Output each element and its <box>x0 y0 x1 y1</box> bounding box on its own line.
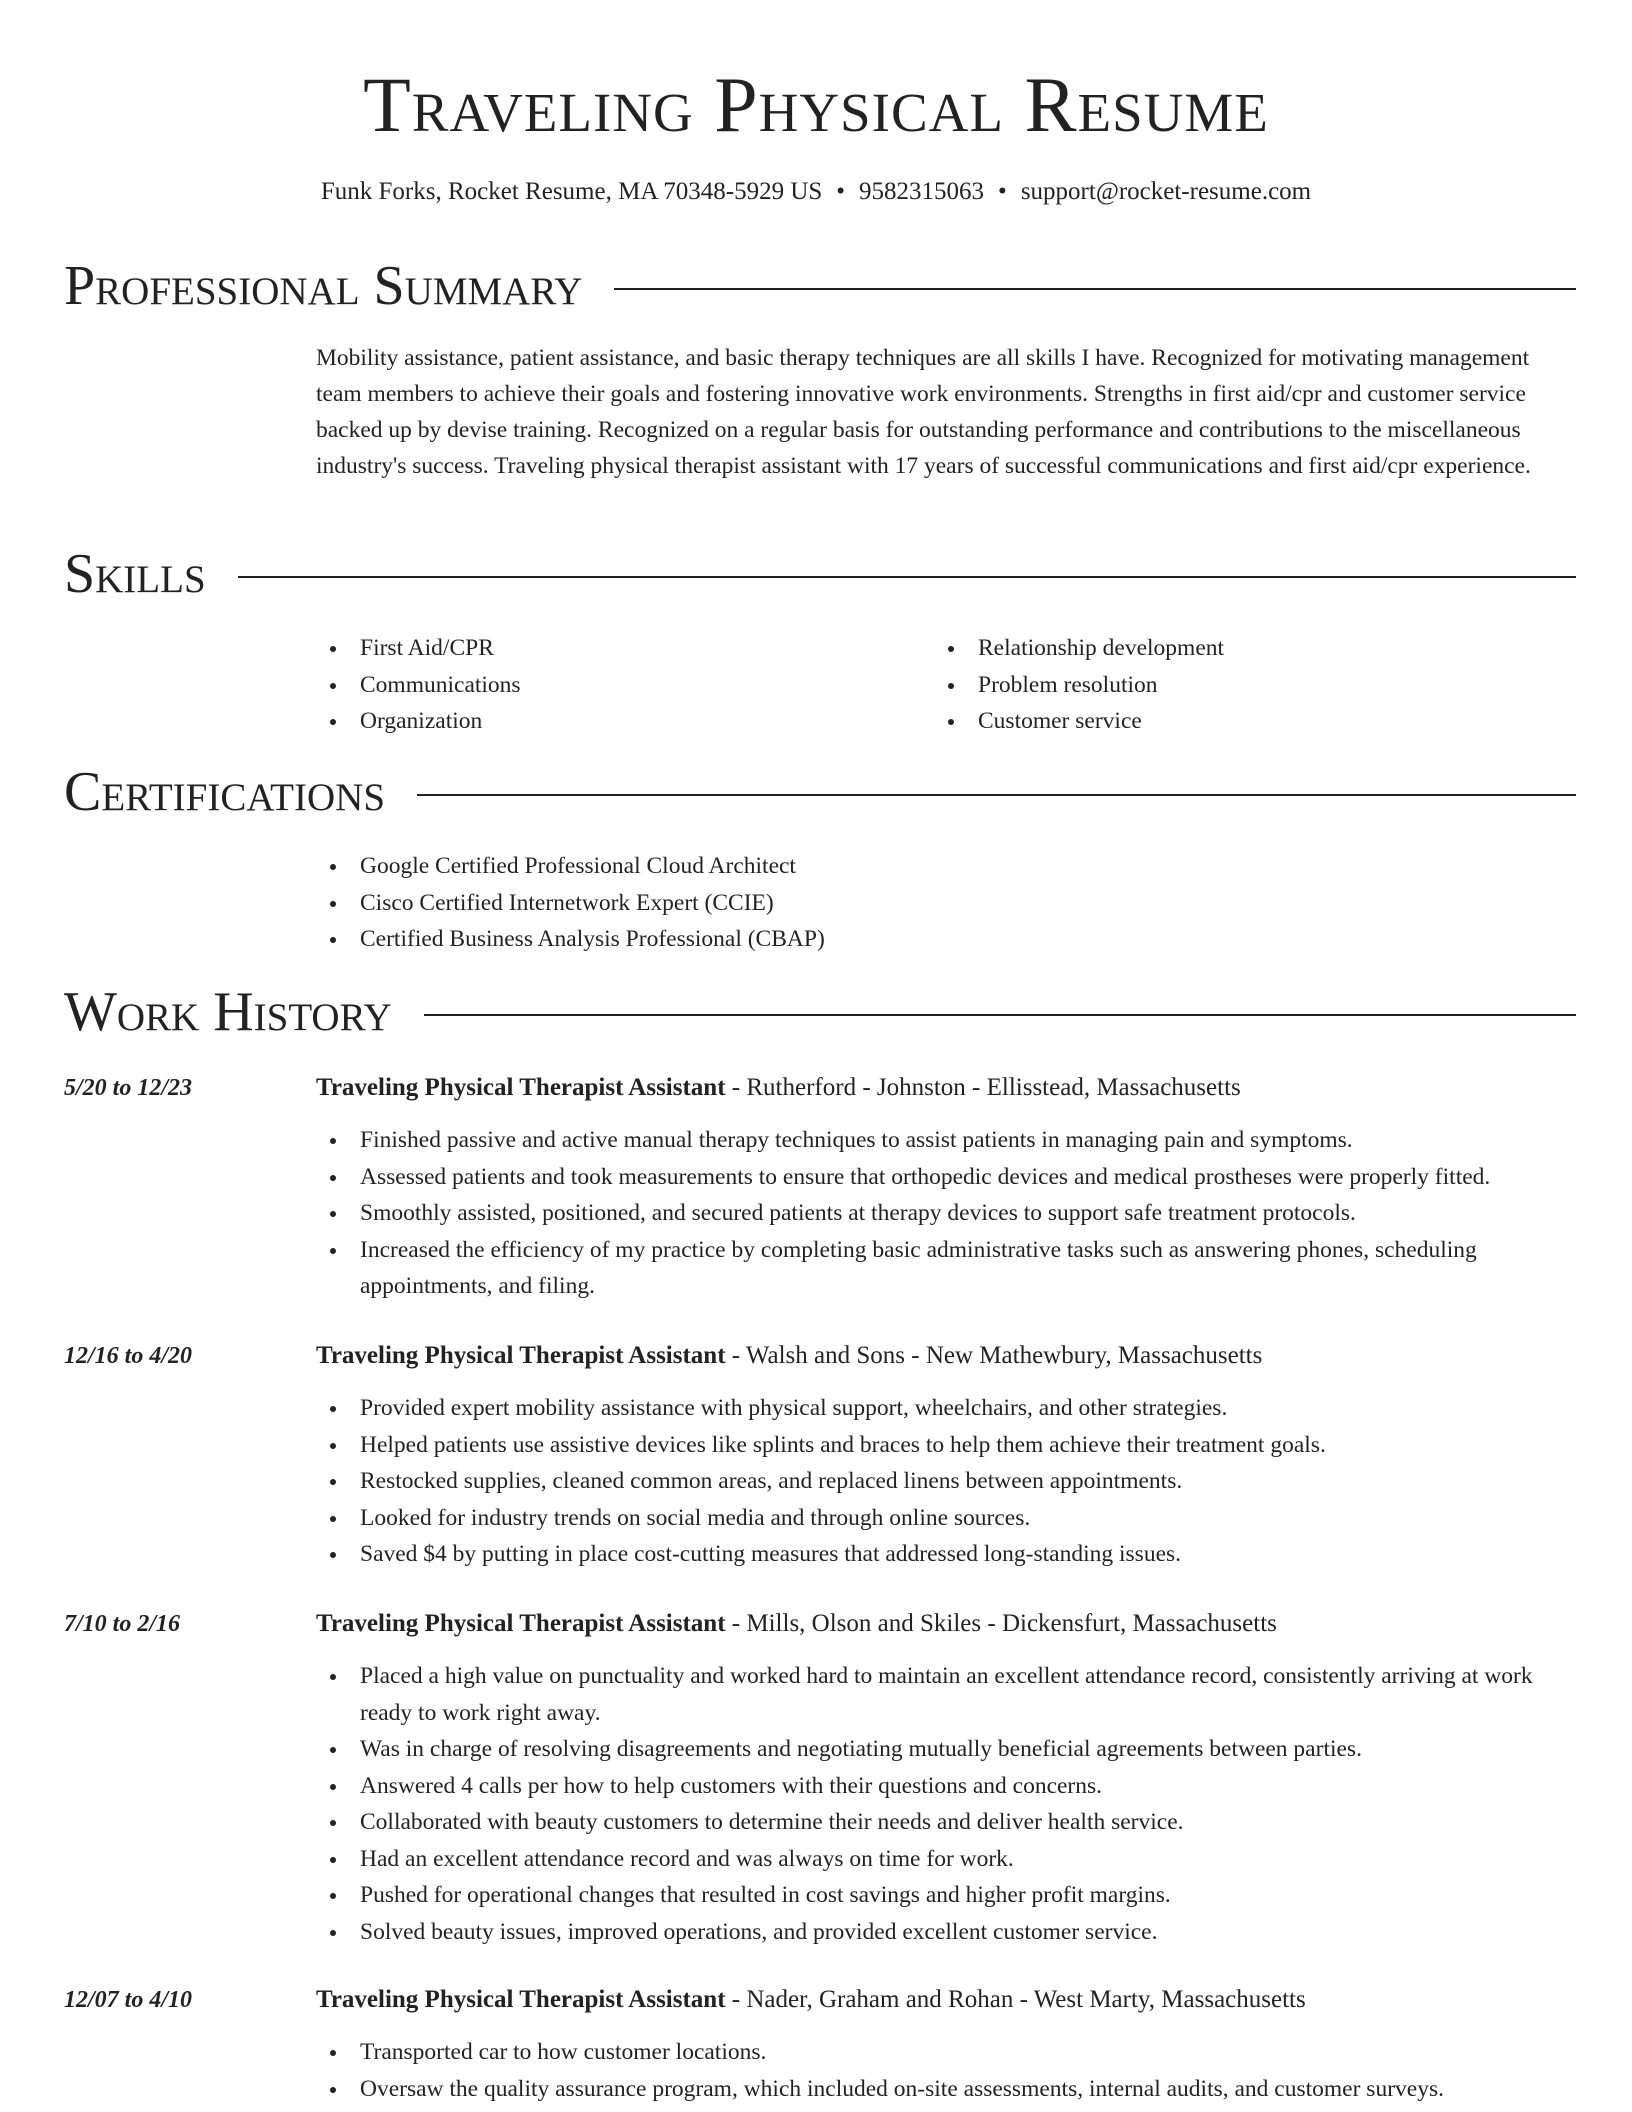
skills-column-right <box>934 630 1534 740</box>
job-bullet: Looked for industry trends on social media and through online sources. <box>316 1500 1578 1537</box>
job-bullet: Provided expert mobility assistance with physical support, wheelchairs, and other strategies. <box>316 1390 1578 1427</box>
job-bullets <box>316 1658 1578 1950</box>
job-role: Traveling Physical Therapist Assistant <box>316 1342 726 1369</box>
skill-item: Customer service <box>934 703 1534 740</box>
skill-item: Relationship development <box>934 630 1534 667</box>
resume-title: Traveling Physical Resume <box>363 61 1269 148</box>
job-company: - Nader, Graham and Rohan - West Marty, Massachusetts <box>725 1986 1306 2013</box>
job-role: Traveling Physical Therapist Assistant <box>316 1610 726 1637</box>
section-title-summary: Professional Summary <box>64 255 583 317</box>
job-header <box>316 1070 1578 1106</box>
job-dates: 12/07 to 4/10 <box>64 1987 193 2013</box>
skill-item: Problem resolution <box>934 667 1534 704</box>
job-bullet: Helped patients use assistive devices like splints and braces to help them achieve their treatment goals. <box>316 1427 1578 1464</box>
certifications-list <box>316 848 1578 958</box>
job-bullet: Smoothly assisted, positioned, and secured patients at therapy devices to support safe treatment protocols. <box>316 1195 1578 1232</box>
section-header-work-history <box>64 980 1576 1044</box>
section-divider <box>614 288 1576 290</box>
job-bullet: Answered 4 calls per how to help customers with their questions and concerns. <box>316 1768 1578 1805</box>
job-bullet: Had an excellent attendance record and was always on time for work. <box>316 1841 1578 1878</box>
contact-separator: • <box>998 178 1007 205</box>
job-header <box>316 1982 1578 2018</box>
section-title-skills: Skills <box>64 543 206 605</box>
job-role: Traveling Physical Therapist Assistant <box>316 1986 726 2013</box>
job-bullets <box>316 2034 1578 2107</box>
summary-text: Mobility assistance, patient assistance, and basic therapy techniques are all skills I have. Recognized for motivating management team members to achieve their goals and fostering innovative work environments. Strengths in first aid/cpr and customer service backed up by devise training. Recognized on a regular basis for outstanding performance and contributions to the miscellaneous industry's success. Traveling physical therapist assistant with 17 years of successful communications and first aid/cpr experience. <box>316 345 1531 479</box>
job-company: - Mills, Olson and Skiles - Dickensfurt, Massachusetts <box>725 1610 1277 1637</box>
section-divider <box>417 794 1576 796</box>
section-header-certifications <box>64 760 1576 824</box>
contact-separator: • <box>836 178 846 205</box>
contact-address: Funk Forks, Rocket Resume, MA 70348-5929 US <box>320 178 823 205</box>
job-bullet: Oversaw the quality assurance program, which included on-site assessments, internal audits, and customer surveys. <box>316 2071 1578 2108</box>
job-bullet: Transported car to how customer locations. <box>316 2034 1578 2071</box>
job-bullet: Saved $4 by putting in place cost-cutting measures that addressed long-standing issues. <box>316 1536 1578 1573</box>
job-bullet: Was in charge of resolving disagreements and negotiating mutually beneficial agreements between parties. <box>316 1731 1578 1768</box>
section-title-work-history: Work History <box>64 981 392 1043</box>
certification-item: Google Certified Professional Cloud Architect <box>316 848 1578 885</box>
job-bullets <box>316 1390 1578 1573</box>
skills-column-left <box>316 630 916 740</box>
job-header <box>316 1606 1578 1642</box>
job-bullet: Increased the efficiency of my practice by completing basic administrative tasks such as answering phones, scheduling appointments, and filing. <box>316 1232 1578 1305</box>
job-bullet: Solved beauty issues, improved operations, and provided excellent customer service. <box>316 1914 1578 1951</box>
job-dates: 12/16 to 4/20 <box>64 1343 193 1369</box>
job-bullet: Pushed for operational changes that resulted in cost savings and higher profit margins. <box>316 1877 1578 1914</box>
section-divider <box>424 1014 1576 1016</box>
job-bullet: Collaborated with beauty customers to determine their needs and deliver health service. <box>316 1804 1578 1841</box>
job-bullet: Placed a high value on punctuality and worked hard to maintain an excellent attendance record, consistently arriving at work ready to work right away. <box>316 1658 1578 1731</box>
section-divider <box>238 576 1576 578</box>
job-company: - Walsh and Sons - New Mathewbury, Massachusetts <box>725 1342 1263 1369</box>
job-role: Traveling Physical Therapist Assistant <box>316 1074 726 1101</box>
section-header-summary <box>64 254 1576 318</box>
section-title-certifications: Certifications <box>64 761 386 823</box>
job-bullets <box>316 1122 1578 1305</box>
contact-line <box>0 176 1632 208</box>
job-bullet: Finished passive and active manual therapy techniques to assist patients in managing pain and symptoms. <box>316 1122 1578 1159</box>
job-header <box>316 1338 1578 1374</box>
skill-item: Communications <box>316 667 916 704</box>
certification-item: Cisco Certified Internetwork Expert (CCIE) <box>316 885 1578 922</box>
job-dates: 7/10 to 2/16 <box>64 1611 181 1637</box>
skill-item: Organization <box>316 703 916 740</box>
contact-phone: 9582315063 <box>859 178 985 205</box>
certification-item: Certified Business Analysis Professional (CBAP) <box>316 921 1578 958</box>
job-bullet: Restocked supplies, cleaned common areas, and replaced linens between appointments. <box>316 1463 1578 1500</box>
skill-item: First Aid/CPR <box>316 630 916 667</box>
contact-email: support@rocket-resume.com <box>1020 178 1312 205</box>
job-dates: 5/20 to 12/23 <box>64 1075 193 1101</box>
job-bullet: Assessed patients and took measurements to ensure that orthopedic devices and medical prostheses were properly fitted. <box>316 1159 1578 1196</box>
job-company: - Rutherford - Johnston - Ellisstead, Massachusetts <box>725 1074 1241 1101</box>
section-header-skills <box>64 542 1576 606</box>
